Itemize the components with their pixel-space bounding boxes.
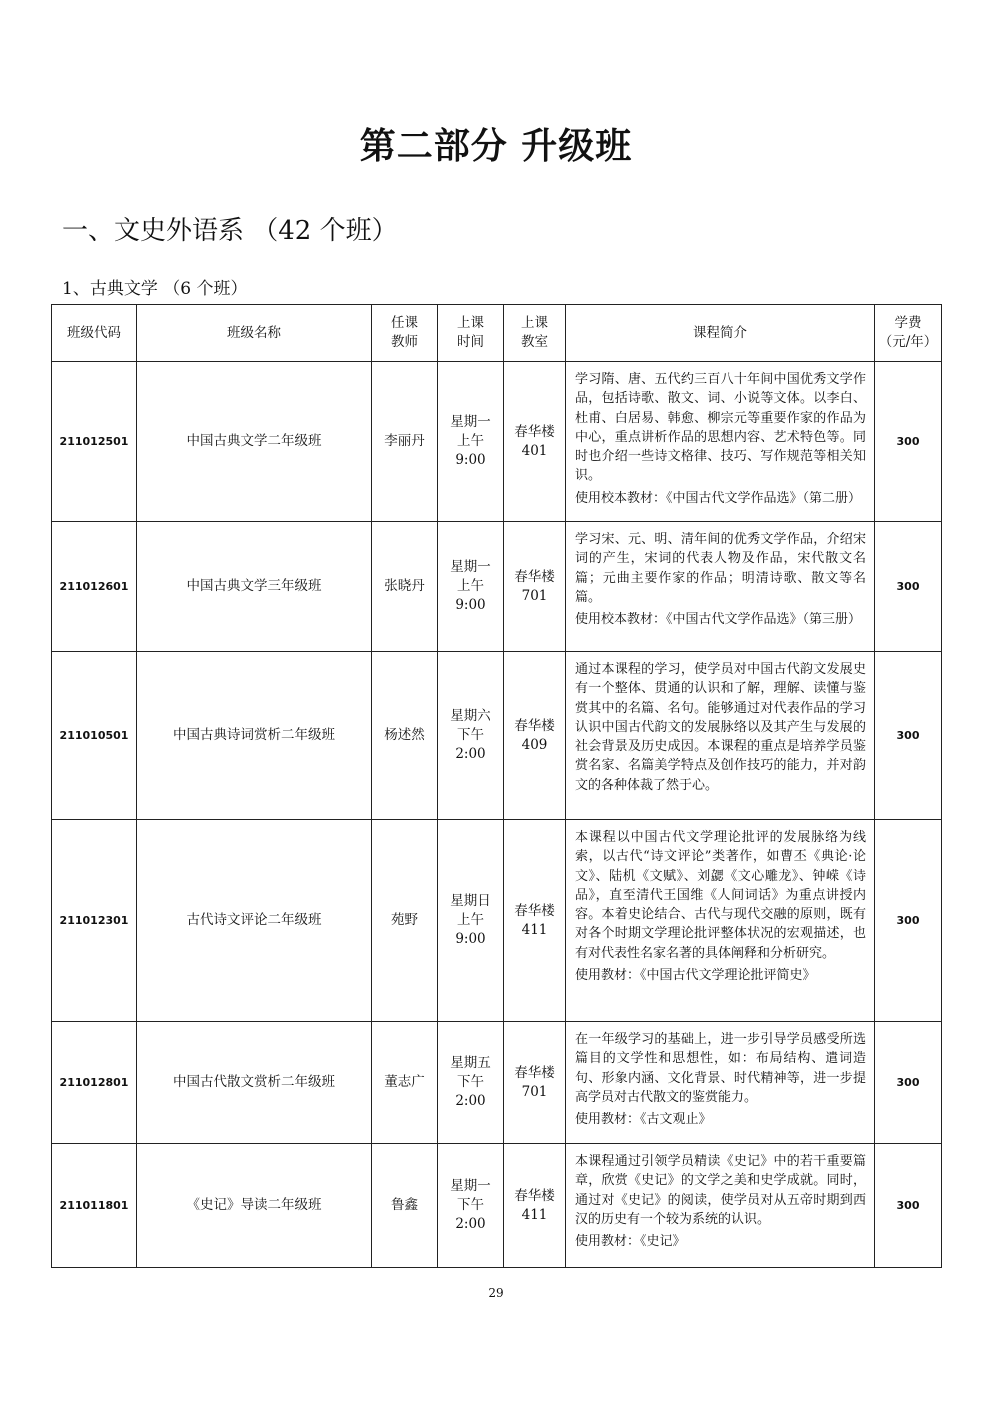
description-text: 学习隋、唐、五代约三百八十年间中国优秀文学作品，包括诗歌、散文、词、小说等文体。以李白、杜甫、白居易、韩愈、柳宗元等重要作家的作品为中心，重点讲析作品的思想内容、艺术特色等。同时也介绍一些诗文格律、技巧、写作规范等相关知识。 <box>575 372 866 484</box>
header-fee: 学费 （元/年） <box>875 305 942 362</box>
class-name: 中国古代散文赏析二年级班 <box>137 1022 372 1144</box>
teacher-name: 李丽丹 <box>372 362 438 522</box>
description-text: 学习宋、元、明、清年间的优秀文学作品，介绍宋词的产生，宋词的代表人物及作品，宋代散文名篇；元曲主要作家的作品；明清诗歌、散文等名篇。 <box>575 532 866 605</box>
textbook-text: 使用教材：《中国古代文学理论批评简史》 <box>575 968 816 984</box>
course-description <box>566 1022 875 1144</box>
table-row <box>52 522 942 652</box>
class-name: 古代诗文评论二年级班 <box>137 820 372 1022</box>
tuition-fee: 300 <box>875 1022 942 1144</box>
tuition-fee: 300 <box>875 820 942 1022</box>
course-description <box>566 820 875 1022</box>
teacher-name: 苑野 <box>372 820 438 1022</box>
class-name: 中国古典文学二年级班 <box>137 362 372 522</box>
table-row <box>52 820 942 1022</box>
textbook-text: 使用教材：《古文观止》 <box>575 1112 712 1128</box>
table-row <box>52 652 942 820</box>
classroom: 春华楼 409 <box>504 652 566 820</box>
classroom: 春华楼 401 <box>504 362 566 522</box>
class-time: 星期一 上午 9:00 <box>438 522 504 652</box>
class-name: 中国古典诗词赏析二年级班 <box>137 652 372 820</box>
description-text: 通过本课程的学习，使学员对中国古代韵文发展史有一个整体、贯通的认识和了解，理解、读懂与鉴赏其中的名篇、名句。能够通过对代表作品的学习认识中国古代韵文的发展脉络以及其产生与发展的社会背景及历史成因。本课程的重点是培养学员鉴赏名家、名篇美学特点及创作技巧的能力，并对韵文的各种体裁了然于心。 <box>575 662 866 793</box>
table-row <box>52 1022 942 1144</box>
class-code: 211011801 <box>52 1144 137 1268</box>
class-code: 211012601 <box>52 522 137 652</box>
header-teacher: 任课 教师 <box>372 305 438 362</box>
table-row <box>52 362 942 522</box>
tuition-fee: 300 <box>875 362 942 522</box>
header-code: 班级代码 <box>52 305 137 362</box>
tuition-fee: 300 <box>875 522 942 652</box>
section-heading: 一、文史外语系 （42 个班） <box>62 216 398 246</box>
class-name: 《史记》导读二年级班 <box>137 1144 372 1268</box>
tuition-fee: 300 <box>875 652 942 820</box>
header-room: 上课 教室 <box>504 305 566 362</box>
course-description <box>566 522 875 652</box>
course-description <box>566 652 875 820</box>
description-text: 本课程通过引领学员精读《史记》中的若干重要篇章，欣赏《史记》的文学之美和史学成就。同时，通过对《史记》的阅读，使学员对从五帝时期到西汉的历史有一个较为系统的认识。 <box>575 1154 866 1227</box>
classroom: 春华楼 701 <box>504 1022 566 1144</box>
header-desc: 课程简介 <box>566 305 875 362</box>
classroom: 春华楼 411 <box>504 1144 566 1268</box>
teacher-name: 鲁鑫 <box>372 1144 438 1268</box>
classroom: 春华楼 701 <box>504 522 566 652</box>
sub-heading: 1、古典文学 （6 个班） <box>62 279 248 299</box>
class-time: 星期一 上午 9:00 <box>438 362 504 522</box>
class-name: 中国古典文学三年级班 <box>137 522 372 652</box>
class-code: 211012801 <box>52 1022 137 1144</box>
textbook-text: 使用教材：《史记》 <box>575 1234 686 1250</box>
class-code: 211010501 <box>52 652 137 820</box>
class-code: 211012301 <box>52 820 137 1022</box>
page-title: 第二部分 升级班 <box>359 126 633 167</box>
classroom: 春华楼 411 <box>504 820 566 1022</box>
class-time: 星期日 上午 9:00 <box>438 820 504 1022</box>
description-text: 本课程以中国古代文学理论批评的发展脉络为线索，以古代“诗文评论”类著作，如曹丕《典论·论文》、陆机《文赋》、刘勰《文心雕龙》、钟嵘《诗品》，直至清代王国维《人间词话》为重点讲授内容。本着史论结合、古代与现代交融的原则，既有对各个时期文学理论批评整体状况的宏观描述，也有对代表性名家名著的具体阐释和分析研究。 <box>575 830 866 961</box>
header-time: 上课 时间 <box>438 305 504 362</box>
teacher-name: 杨述然 <box>372 652 438 820</box>
course-description <box>566 362 875 522</box>
table-row <box>52 1144 942 1268</box>
class-code: 211012501 <box>52 362 137 522</box>
teacher-name: 张晓丹 <box>372 522 438 652</box>
textbook-text: 使用校本教材：《中国古代文学作品选》（第三册） <box>575 612 862 628</box>
page-number: 29 <box>488 1286 504 1300</box>
description-text: 在一年级学习的基础上，进一步引导学员感受所选篇目的文学性和思想性，如：布局结构、遣词造句、形象内涵、文化背景、时代精神等，进一步提高学员对古代散文的鉴赏能力。 <box>575 1032 866 1105</box>
tuition-fee: 300 <box>875 1144 942 1268</box>
class-time: 星期六 下午 2:00 <box>438 652 504 820</box>
course-description <box>566 1144 875 1268</box>
textbook-text: 使用校本教材：《中国古代文学作品选》（第二册） <box>575 490 862 506</box>
header-name: 班级名称 <box>137 305 372 362</box>
class-time: 星期五 下午 2:00 <box>438 1022 504 1144</box>
table-header-row <box>52 305 942 362</box>
class-time: 星期一 下午 2:00 <box>438 1144 504 1268</box>
course-table <box>51 304 942 1268</box>
teacher-name: 董志广 <box>372 1022 438 1144</box>
